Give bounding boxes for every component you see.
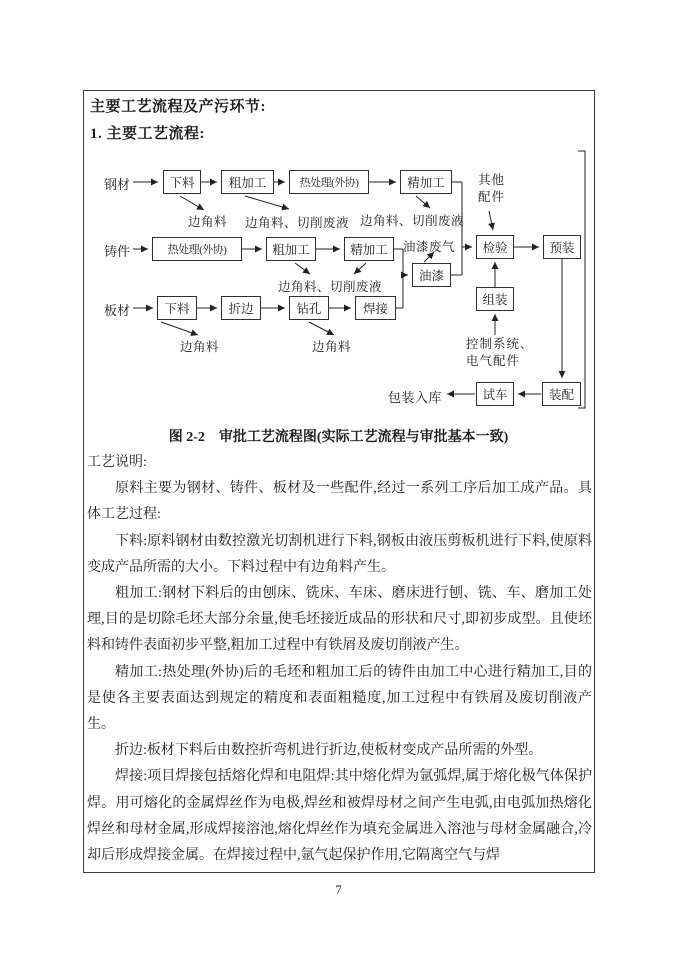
flow-node-heat-treatment-r1: 热处理(外协)	[289, 170, 369, 194]
waste-scrap-r1-cut: 边角料	[188, 215, 228, 229]
page-title: 主要工艺流程及产污环节:	[90, 99, 266, 115]
flow-node-cutting-r3: 下料	[157, 296, 197, 320]
paragraph-welding: 焊接:项目焊接包括熔化焊和电阻焊:其中熔化焊为氩弧焊,属于熔化极气体保护焊。用可熔化的金属焊丝作为电极,焊丝和被焊母材之间产生电弧,由电弧加热熔化焊丝和母材金属,形成焊接溶池,熔化焊丝作为填充金属进入溶池与母材金属融合,冷却后形成焊接金属。在焊接过程中,氩气起保护作用,它隔离空气与焊	[87, 769, 592, 864]
flow-node-cutting-r1: 下料	[163, 170, 201, 194]
page-number: 7	[335, 883, 342, 897]
figure-caption-number: 图 2-2	[168, 430, 205, 445]
flow-node-preassembly: 预装	[543, 235, 581, 259]
diagram-right-bracket-line	[578, 151, 585, 408]
waste-scrap-fluid-r1-fine: 边角料、切削废液	[360, 214, 465, 228]
flow-node-assembly: 组装	[476, 287, 514, 311]
waste-scrap-fluid-r2: 边角料、切削废液	[278, 280, 383, 294]
label-other-parts-line2: 配件	[478, 189, 506, 204]
flow-node-fine-machining-r2: 精加工	[344, 237, 394, 261]
flow-node-test-run: 试车	[476, 382, 514, 406]
source-plate: 板材	[104, 303, 131, 318]
flow-node-inspection: 检验	[476, 235, 514, 259]
source-casting: 铸件	[104, 244, 131, 259]
label-other-parts-line1: 其他	[478, 173, 506, 187]
figure-caption-text: 审批工艺流程图(实际工艺流程与审批基本一致)	[218, 430, 509, 445]
label-control-system-line2: 电气配件	[466, 353, 521, 368]
flow-node-welding: 焊接	[355, 296, 396, 320]
label-other-parts	[478, 172, 508, 205]
flow-node-final-assembly: 装配	[542, 382, 581, 406]
paragraph-overview: 原料主要为钢材、铸件、板材及一些配件,经过一系列工序后加工成产品。具体工艺过程:	[87, 481, 592, 523]
paragraph-fine-machining: 精加工:热处理(外协)后的毛坯和粗加工后的铸件由加工中心进行精加工,目的是使各主要表面达到规定的精度和表面粗糙度,加工过程中有铁屑及废切削液产生。	[87, 664, 592, 733]
waste-scrap-fluid-r1-rough: 边角料、切削废液	[245, 216, 350, 230]
paragraph-rough-machining: 粗加工:钢材下料后的由刨床、铣床、车床、磨床进行刨、铣、车、磨加工处理,目的是切除毛坯大部分余量,使毛坯接近成品的形状和尺寸,即初步成型。且使坯料和铸件表面初步平整,粗加工过程中有铁屑及废切削液产生。	[87, 586, 592, 654]
flow-node-drilling: 钻孔	[289, 296, 329, 320]
paragraph-cutting: 下料:原料钢材由数控激光切割机进行下料,钢板由液压剪板机进行下料,使原料变成产品所需的大小。下料过程中有边角料产生。	[87, 533, 592, 575]
flow-node-painting: 油漆	[412, 263, 451, 287]
process-description-intro: 工艺说明:	[87, 455, 147, 470]
flow-node-edge-folding: 折边	[221, 296, 261, 320]
flow-node-heat-treatment-r2: 热处理(外协)	[152, 237, 242, 261]
paragraph-edge-folding: 折边:板材下料后由数控折弯机进行折边,使板材变成产品所需的外型。	[115, 743, 543, 759]
flow-node-rough-machining-r2: 粗加工	[266, 237, 316, 261]
source-steel: 钢材	[104, 177, 131, 192]
label-paint-exhaust-gas: 油漆废气	[403, 240, 456, 254]
figure-caption	[83, 426, 594, 446]
label-control-system-parts	[466, 336, 534, 369]
section-heading: 1. 主要工艺流程:	[90, 126, 205, 142]
process-description	[87, 450, 592, 869]
waste-scrap-r3-drill: 边角料	[312, 340, 352, 354]
waste-scrap-r3-cut: 边角料	[180, 340, 220, 354]
flow-node-rough-machining-r1: 粗加工	[221, 170, 274, 194]
label-control-system-line1: 控制系统、	[466, 337, 534, 351]
flow-node-fine-machining-r1: 精加工	[400, 170, 452, 194]
label-packing-storage: 包装入库	[388, 390, 443, 405]
